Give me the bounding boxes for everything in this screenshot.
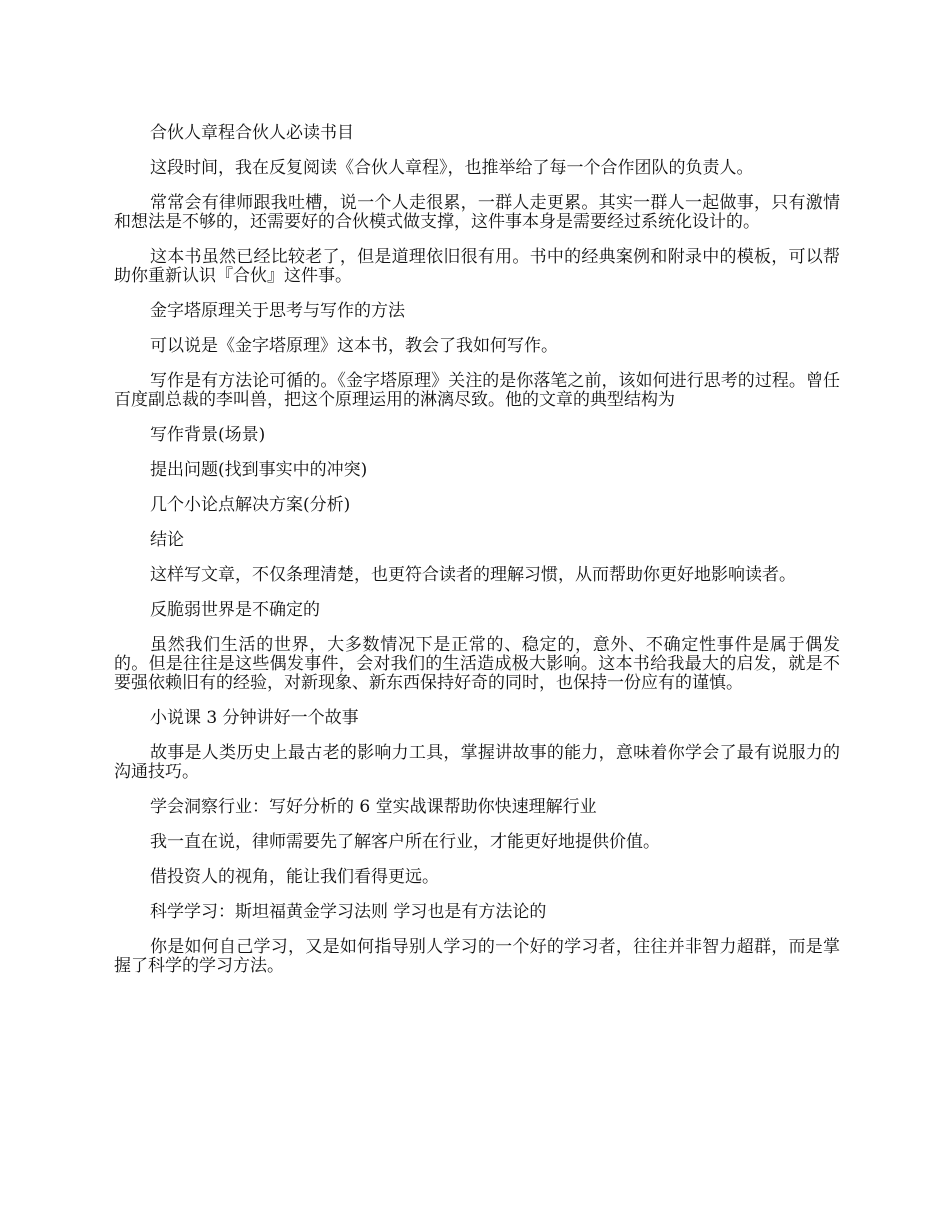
- paragraph: 可以说是《金字塔原理》这本书，教会了我如何写作。: [150, 336, 558, 356]
- doc-title: 合伙人章程合伙人必读书目: [150, 123, 354, 143]
- list-item: 几个小论点解决方案(分析): [150, 495, 351, 515]
- section-heading: 学会洞察行业：写好分析的 6 堂实战课帮助你快速理解行业: [150, 797, 597, 817]
- paragraph: 这段时间，我在反复阅读《合伙人章程》，也推举给了每一个合作团队的负责人。: [150, 158, 754, 178]
- paragraph: 常常会有律师跟我吐槽，说一个人走很累，一群人走更累。其实一群人一起做事，只有激情和想法是不够的，还需要好的合伙模式做支撑，这件事本身是需要经过系统化设计的。: [114, 193, 840, 232]
- paragraph: 这本书虽然已经比较老了，但是道理依旧很有用。书中的经典案例和附录中的模板，可以帮助你重新认识『合伙』这件事。: [114, 247, 840, 286]
- paragraph: 我一直在说，律师需要先了解客户所在行业，才能更好地提供价值。: [150, 832, 660, 852]
- section-heading: 科学学习：斯坦福黄金学习法则 学习也是有方法论的: [150, 902, 547, 922]
- section-heading: 金字塔原理关于思考与写作的方法: [150, 301, 405, 321]
- document-body: [114, 124, 840, 992]
- list-item: 结论: [150, 530, 184, 550]
- paragraph: 虽然我们生活的世界，大多数情况下是正常的、稳定的，意外、不确定性事件是属于偶发的。但是往往是这些偶发事件，会对我们的生活造成极大影响。这本书给我最大的启发，就是不要强依赖旧有的经验，对新现象、新东西保持好奇的同时，也保持一份应有的谨慎。: [114, 635, 840, 693]
- list-item: 提出问题(找到事实中的冲突): [150, 460, 368, 480]
- paragraph: 写作是有方法论可循的。《金字塔原理》关注的是你落笔之前，该如何进行思考的过程。曾任百度副总裁的李叫兽，把这个原理运用的淋漓尽致。他的文章的典型结构为: [114, 371, 840, 410]
- paragraph: 故事是人类历史上最古老的影响力工具，掌握讲故事的能力，意味着你学会了最有说服力的沟通技巧。: [114, 743, 840, 782]
- section-heading: 小说课 3 分钟讲好一个故事: [150, 708, 359, 728]
- paragraph: 你是如何自己学习，又是如何指导别人学习的一个好的学习者，往往并非智力超群，而是掌握了科学的学习方法。: [114, 937, 840, 976]
- paragraph: 这样写文章，不仅条理清楚，也更符合读者的理解习惯，从而帮助你更好地影响读者。: [150, 565, 796, 585]
- section-heading: 反脆弱世界是不确定的: [150, 600, 320, 620]
- paragraph: 借投资人的视角，能让我们看得更远。: [150, 867, 439, 887]
- list-item: 写作背景(场景): [150, 425, 266, 445]
